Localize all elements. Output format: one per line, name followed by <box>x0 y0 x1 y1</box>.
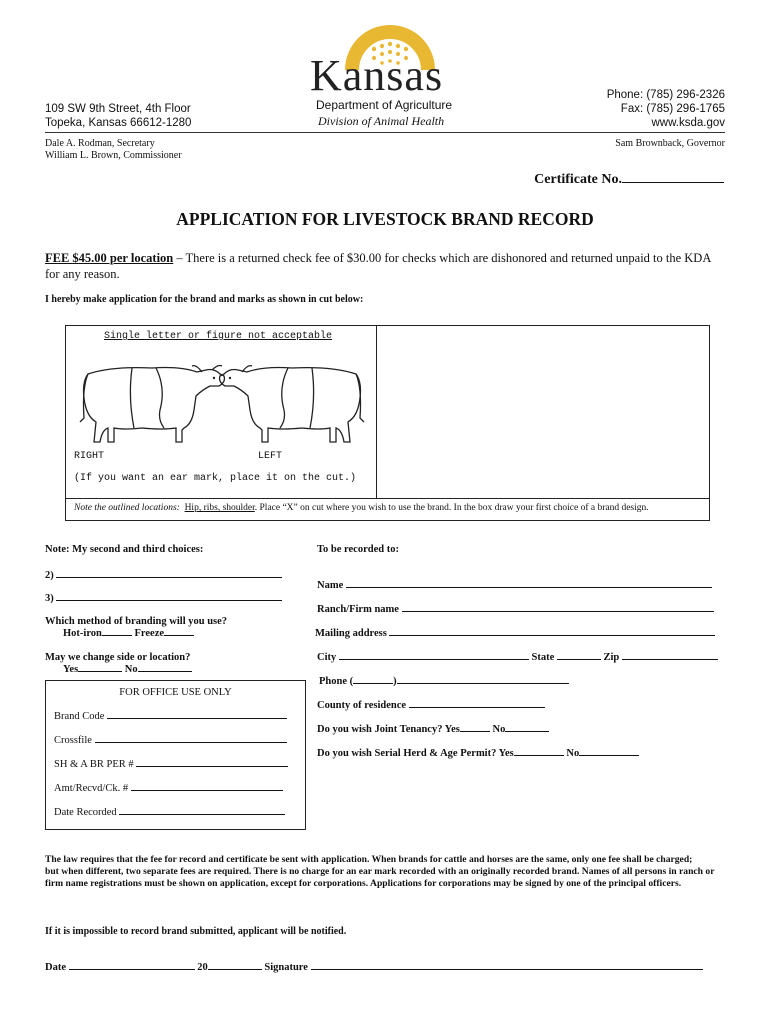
sh-br-per-label: SH & A BR PER # <box>54 759 134 770</box>
third-choice-label: 3) <box>45 593 54 604</box>
office-use-heading: FOR OFFICE USE ONLY <box>119 687 232 698</box>
third-choice-row <box>45 593 282 604</box>
outlined-locations-note <box>74 503 649 513</box>
date-label: Date <box>45 962 66 973</box>
mailing-label: Mailing address <box>315 628 387 639</box>
year-field[interactable] <box>208 968 262 970</box>
certificate-label: Certificate No. <box>534 172 622 187</box>
county-field[interactable] <box>409 706 545 708</box>
left-label: LEFT <box>258 451 283 462</box>
commissioner-line: William L. Brown, Commissioner <box>45 150 182 161</box>
state-field[interactable] <box>557 658 601 660</box>
recorded-to-heading: To be recorded to: <box>317 544 399 555</box>
second-choice-field[interactable] <box>56 576 282 578</box>
ranch-label: Ranch/Firm name <box>317 604 399 615</box>
fee-paragraph <box>45 250 725 282</box>
brand-design-box[interactable] <box>377 326 709 498</box>
serial-herd-yes-field[interactable] <box>514 754 564 756</box>
address-line-2: Topeka, Kansas 66612-1280 <box>45 117 192 129</box>
ear-mark-note: (If you want an ear mark, place it on the cut.) <box>74 473 357 484</box>
law-paragraph <box>45 854 725 890</box>
county-label: County of residence <box>317 700 407 711</box>
brand-code-field[interactable] <box>107 717 287 719</box>
serial-herd-no-field[interactable] <box>579 754 639 756</box>
hot-iron-field[interactable] <box>102 634 132 636</box>
change-side-options <box>63 664 192 675</box>
branding-method-question: Which method of branding will you use? <box>45 616 228 627</box>
office-use-box <box>45 680 306 830</box>
certificate-number-field[interactable] <box>622 181 724 183</box>
year-prefix-label: 20 <box>197 962 208 973</box>
amt-recvd-field[interactable] <box>131 789 283 791</box>
crossfile-label: Crossfile <box>54 735 92 746</box>
change-side-question: May we change side or location? <box>45 652 191 663</box>
crossfile-field[interactable] <box>95 741 287 743</box>
sh-br-per-field[interactable] <box>136 765 288 767</box>
note-rest: . Place “X” on cut where you wish to use the brand. In the box draw your first choice of a brand design. <box>254 503 649 513</box>
secretary-line: Dale A. Rodman, Secretary <box>45 138 155 149</box>
joint-tenancy-label: Do you wish Joint Tenancy? Yes <box>317 724 460 735</box>
signature-row <box>45 962 703 973</box>
application-statement: I hereby make application for the brand and marks as shown in cut below: <box>45 294 364 305</box>
zip-label: Zip <box>603 652 620 663</box>
ksda-logo <box>300 18 470 128</box>
signature-label: Signature <box>264 962 308 973</box>
change-side-no-field[interactable] <box>138 670 192 672</box>
note-locations: Hip, ribs, shoulder <box>184 503 255 513</box>
date-field[interactable] <box>69 968 195 970</box>
second-choice-label: 2) <box>45 570 54 581</box>
state-label: State <box>531 652 555 663</box>
joint-tenancy-no-label: No <box>492 724 506 735</box>
date-recorded-label: Date Recorded <box>54 807 117 818</box>
freeze-field[interactable] <box>164 634 194 636</box>
amt-recvd-label: Amt/Recvd/Ck. # <box>54 783 129 794</box>
change-side-no-label: No <box>124 664 138 675</box>
fee-amount: FEE $45.00 per location <box>45 251 174 265</box>
second-choice-row <box>45 570 282 581</box>
area-code-field[interactable] <box>353 682 393 684</box>
header-rule <box>45 132 725 133</box>
division-name: Division of Animal Health <box>318 114 445 128</box>
joint-tenancy-yes-field[interactable] <box>460 730 490 732</box>
law-text-2: but when different, two separate fees are required. There is no charge for an ear mark recorded with an originally recorded brand. Names of all persons in ranch or firm name registrations must be shown on application, except for corporations. Applications for corporations may be signed by one of the principal officers. <box>45 866 715 889</box>
freeze-label: Freeze <box>134 628 165 639</box>
change-side-yes-field[interactable] <box>78 670 122 672</box>
joint-tenancy-no-field[interactable] <box>505 730 549 732</box>
signature-field[interactable] <box>311 968 703 970</box>
phone-field[interactable] <box>397 682 569 684</box>
address-line-1: 109 SW 9th Street, 4th Floor <box>45 103 191 115</box>
cattle-outline-icon[interactable] <box>72 358 372 468</box>
third-choice-field[interactable] <box>56 599 282 601</box>
change-side-yes-label: Yes <box>63 664 79 675</box>
single-letter-warning: Single letter or figure not acceptable <box>104 331 333 342</box>
law-text-1: The law requires that the fee for record and certificate be sent with application. When brands for cattle and horses are the same, only one fee shall be charged; <box>45 854 693 865</box>
ranch-field[interactable] <box>402 610 714 612</box>
phone-open-label: Phone ( <box>319 676 354 687</box>
brand-cut-box <box>65 325 710 521</box>
certificate-number <box>534 172 724 188</box>
hot-iron-label: Hot-iron <box>63 628 102 639</box>
dept-name: Department of Agriculture <box>316 98 453 112</box>
governor-line: Sam Brownback, Governor <box>615 138 725 149</box>
mailing-field[interactable] <box>389 634 715 636</box>
note-prefix: Note the outlined locations: <box>74 503 180 513</box>
serial-herd-label: Do you wish Serial Herd & Age Permit? Yes <box>317 748 514 759</box>
brand-code-label: Brand Code <box>54 711 105 722</box>
phone-line: Phone: (785) 296-2326 <box>606 89 725 101</box>
page-title: APPLICATION FOR LIVESTOCK BRAND RECORD <box>176 209 594 229</box>
branding-method-options <box>63 628 194 639</box>
zip-field[interactable] <box>622 658 718 660</box>
website-line: www.ksda.gov <box>651 117 725 129</box>
date-recorded-field[interactable] <box>119 813 285 815</box>
choices-heading: Note: My second and third choices: <box>45 544 204 555</box>
fee-text: – There is a returned check fee of $30.00 for checks which are dishonored and returned unpaid to the KDA for any reason. <box>45 251 711 281</box>
city-field[interactable] <box>339 658 529 660</box>
name-label: Name <box>317 580 344 591</box>
name-field[interactable] <box>346 586 712 588</box>
logo-word: Kansas <box>310 51 444 100</box>
right-label: RIGHT <box>74 451 105 462</box>
phone-close-label: ) <box>393 676 397 687</box>
fax-line: Fax: (785) 296-1765 <box>620 103 725 115</box>
city-label: City <box>317 652 337 663</box>
notification-note: If it is impossible to record brand submitted, applicant will be notified. <box>45 926 347 937</box>
serial-herd-no-label: No <box>566 748 580 759</box>
